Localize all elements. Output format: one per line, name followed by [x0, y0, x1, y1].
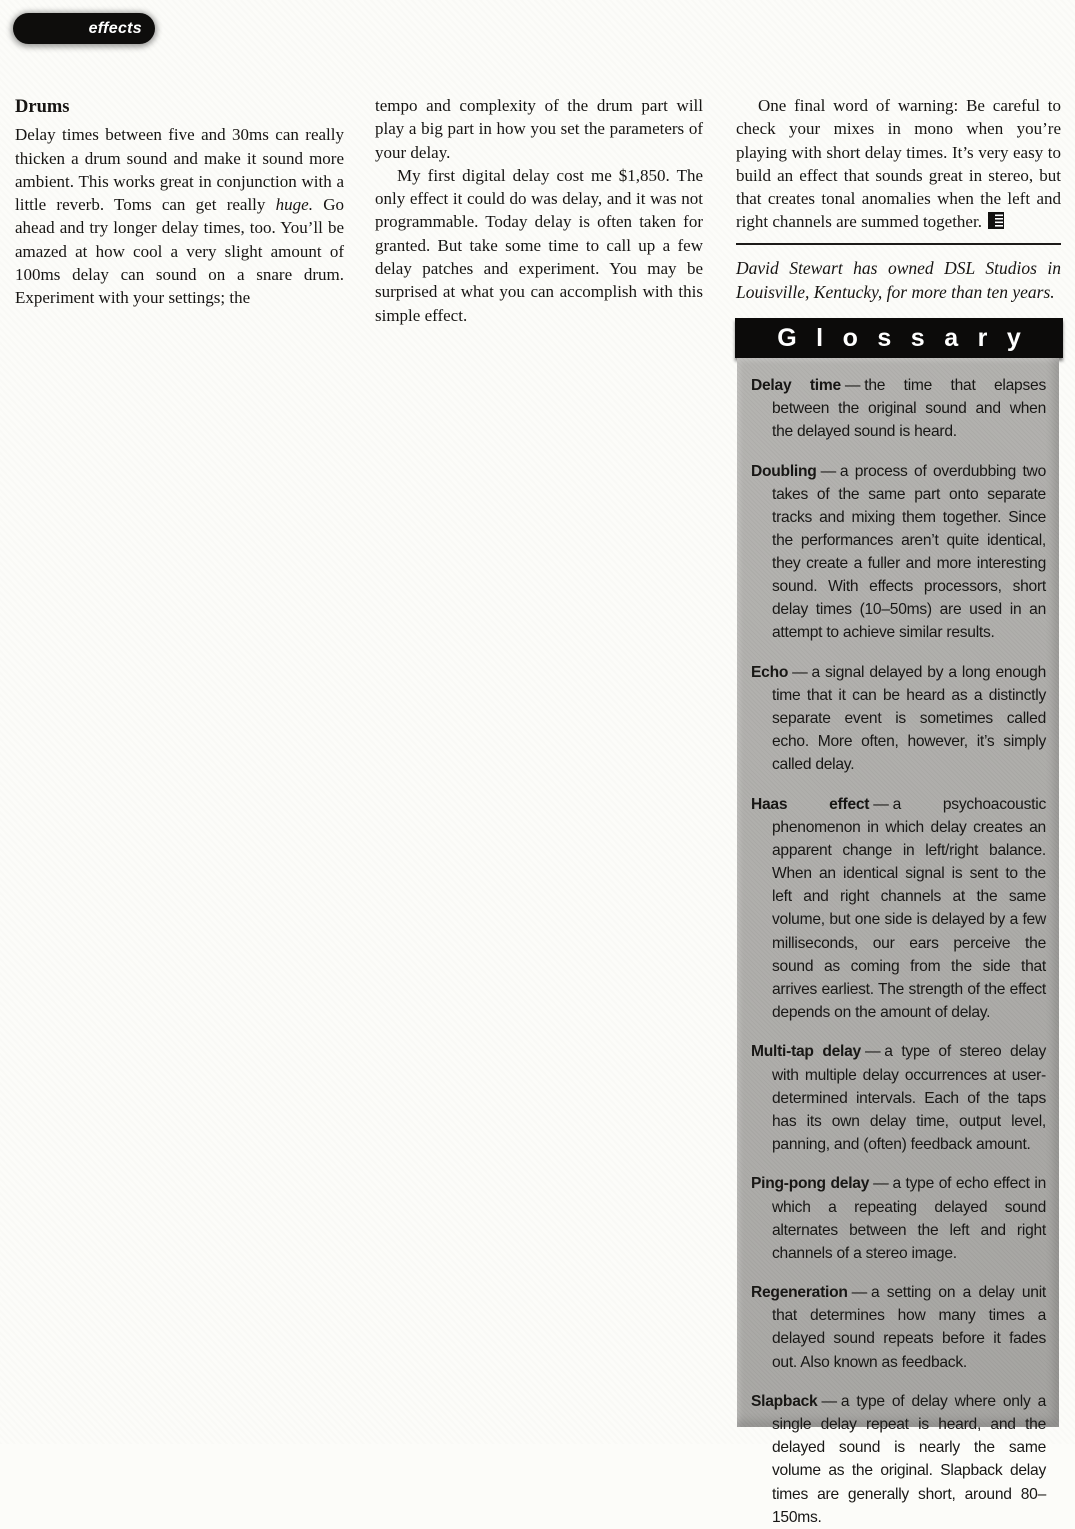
column3-text: One final word of warning: Be careful to check your mixes in mono when you’re playing with short delay times. It’s very easy to build an effect that sounds great in stereo, but that creates tonal anomalies when the left and right channels are summed together.: [736, 96, 1061, 232]
glossary-dash: —: [820, 462, 836, 480]
glossary-entry-doubling: [751, 460, 1046, 645]
drums-text-2: Go ahead and try longer delay times, too. You’ll be amazed at how cool a very slight amount of 100ms delay can sound on a snare drum. Experiment with your settings; the: [15, 195, 344, 308]
glossary-term: Slapback: [751, 1393, 818, 1411]
glossary-box: [737, 358, 1059, 1526]
glossary-dash: —: [851, 1284, 867, 1302]
glossary-entry-multi-tap-delay: [751, 1040, 1046, 1155]
column3-paragraph: [736, 94, 1061, 234]
glossary-header: [735, 318, 1063, 358]
drums-text-1: Delay times between five and 30ms can really thicken a drum sound and make it sound more ambient. This works great in conjunction with a little reverb. Toms can get really: [15, 125, 344, 215]
section-tab-effects: [13, 13, 155, 44]
article-column-1: [15, 96, 344, 310]
glossary-title: Glossary: [777, 323, 1041, 352]
glossary-term: Doubling: [751, 462, 817, 480]
glossary-entry-ping-pong-delay: [751, 1172, 1046, 1264]
glossary-definition: a type of delay where only a single delay repeat is heard, and the delayed sound is nearly the same volume as the original. Slapback delay times are generally short, around 80–150ms.: [772, 1393, 1046, 1526]
glossary-entry-slapback: [751, 1390, 1046, 1529]
glossary-definition: a type of stereo delay with multiple delay occurrences at user-determined intervals. Each of the taps has its own delay time, output level, panning, and (often) feedback amount.: [772, 1043, 1046, 1153]
glossary-term: Ping-pong delay: [751, 1175, 870, 1193]
drums-text-italic: huge.: [275, 195, 313, 215]
glossary-definition: a psychoacoustic phenomenon in which delay creates an apparent change in left/right balance. When an identical signal is sent to the left and right channels at the same volume, but one side is delayed by a few milliseconds, our ears perceive the sound as coming from the side that arrives earliest. The strength of the effect depends on the amount of delay.: [772, 796, 1046, 1021]
byline-divider: [736, 243, 1061, 245]
glossary-entry-regeneration: [751, 1281, 1046, 1373]
glossary-dash: —: [873, 1175, 889, 1193]
glossary-entry-echo: [751, 661, 1046, 776]
glossary-definition: the time that elapses between the original sound and when the delayed sound is heard.: [772, 377, 1046, 441]
glossary-term: Multi-tap delay: [751, 1043, 861, 1061]
glossary-dash: —: [821, 1393, 837, 1411]
glossary-dash: —: [864, 1043, 881, 1061]
glossary-term: Delay time: [751, 377, 841, 394]
glossary-entry-haas-effect: [751, 793, 1046, 1024]
author-byline: David Stewart has owned DSL Studios in Louisville, Kentucky, for more than ten years.: [736, 258, 1061, 302]
glossary-dash: —: [873, 796, 889, 813]
glossary-dash: —: [792, 664, 808, 682]
article-column-2: [375, 94, 703, 327]
drums-heading: Drums: [15, 97, 70, 117]
glossary-entry-delay-time: [751, 374, 1046, 443]
glossary-definition: a process of overdubbing two takes of the same part onto separate tracks and mixing them together. Since the performances aren’t quite identical, they create a fuller and more interesting sound. With effects processors, short delay times (10–50ms) are used in an attempt to achieve similar results.: [772, 462, 1046, 642]
glossary-definition: a signal delayed by a long enough time that it can be heard as a distinctly separate event is sometimes called echo. More often, however, it’s simply called delay.: [772, 664, 1046, 774]
glossary-term: Haas effect: [751, 796, 870, 813]
article-column-3: [736, 94, 1061, 234]
glossary-definition: a setting on a delay unit that determines how many times a delayed sound repeats before it fades out. Also known as feedback.: [772, 1284, 1046, 1371]
column2-paragraph-2: My first digital delay cost me $1,850. The only effect it could do was delay, and it was not programmable. Today delay is often taken for granted. But take some time to call up a few delay patches and experiment. You may be surprised at what you can accomplish with this simple effect.: [375, 165, 703, 325]
section-tab-label: effects: [88, 19, 142, 37]
end-of-article-icon: [988, 212, 1004, 229]
drums-paragraph: [15, 123, 344, 309]
glossary-dash: —: [844, 377, 861, 394]
glossary-definition: a type of echo effect in which a repeating delayed sound alternates between the left and right channels of a stereo image.: [772, 1175, 1046, 1262]
glossary-term: Echo: [751, 664, 789, 682]
glossary-term: Regeneration: [751, 1284, 848, 1302]
column2-paragraph-1: tempo and complexity of the drum part will play a big part in how you set the parameters of your delay.: [375, 96, 703, 162]
